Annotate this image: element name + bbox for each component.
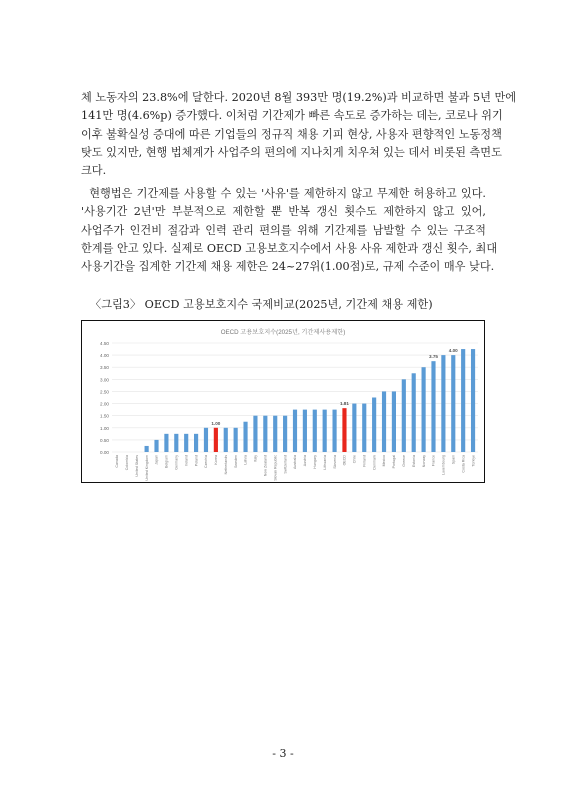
figure-caption: 〈그림3〉 OECD 고용보호지수 국제비교(2025년, 기간제 채용 제한) (90, 298, 433, 311)
text-line: 141만 명(4.6%p) 증가했다. 이처럼 기간제가 빠른 속도로 증가하는 데는, 코로나 위기 (81, 109, 503, 123)
bar-sweden (234, 428, 238, 452)
y-tick-label: 2.00 (100, 401, 109, 407)
x-tick-label: Chile (352, 455, 357, 464)
x-tick-label: Portugal (392, 455, 397, 469)
x-tick-label: Slovak Republic (273, 455, 278, 481)
bar-japan (154, 440, 158, 452)
x-tick-label: Finland (362, 455, 367, 467)
x-tick-label: Italy (253, 455, 258, 462)
bar-denmark (372, 398, 376, 453)
bar-france (431, 361, 435, 452)
data-label: 3.75 (429, 354, 438, 360)
x-tick-label: Greece (402, 455, 407, 467)
bar-chile (352, 404, 356, 452)
bar-mexico (382, 391, 386, 452)
data-label: 1.00 (211, 420, 221, 426)
x-tick-label: Slovenia (332, 455, 337, 469)
x-tick-label: Poland (194, 455, 199, 467)
x-tick-label: Denmark (372, 455, 377, 470)
text-line: '사용기간 2년'만 부분적으로 제한할 뿐 반복 갱신 횟수도 제한하지 않고 있어, (81, 205, 486, 219)
x-tick-label: Austria (303, 455, 308, 467)
x-tick-label: Spain (451, 455, 456, 465)
bar-germany (174, 434, 178, 452)
x-tick-label: Australia (293, 455, 298, 469)
x-tick-label: France (431, 455, 436, 467)
bar-australia (293, 410, 297, 452)
page-number: - 3 - (272, 747, 294, 760)
x-tick-label: Colombia (125, 455, 130, 471)
y-tick-label: 4.00 (100, 353, 109, 359)
x-tick-label: Sweden (233, 455, 238, 468)
bar-lithuania (323, 410, 327, 452)
y-tick-label: 0.50 (100, 437, 109, 443)
x-tick-label: United States (134, 455, 139, 477)
bar-new-zealand (263, 416, 267, 452)
text-line: 한계를 안고 있다. 실제로 OECD 고용보호지수에서 사용 사유 제한과 갱신 횟수, 최대 (81, 241, 498, 255)
bar-united-kingdom (145, 446, 149, 452)
x-tick-label: Costa Rica (461, 455, 466, 473)
bar-czechia (204, 428, 208, 452)
x-tick-label: Estonia (411, 455, 416, 467)
y-tick-label: 2.50 (100, 389, 109, 395)
x-tick-label: Korea (214, 455, 219, 465)
paragraph-1 (81, 89, 517, 180)
x-tick-label: Lithuania (322, 455, 327, 470)
y-tick-label: 1.00 (100, 425, 109, 431)
bar-switzerland (283, 416, 287, 452)
paragraph-2 (81, 185, 498, 276)
x-tick-label: Switzerland (283, 455, 288, 474)
x-tick-label: Luxembourg (441, 455, 446, 475)
bar-oecd (342, 408, 346, 452)
bar-spain (451, 355, 455, 452)
x-tick-label: OECD (342, 455, 347, 466)
employment-protection-bar-chart (82, 321, 484, 482)
x-tick-label: Ireland (184, 455, 189, 466)
x-tick-label: Belgium (164, 455, 169, 468)
bar-greece (402, 379, 406, 452)
y-tick-label: 3.00 (100, 377, 109, 383)
x-tick-label: Mexico (382, 455, 387, 467)
bar-austria (303, 410, 307, 452)
text-line: 체 노동자의 23.8%에 달한다. 2020년 8월 393만 명(19.2%)과 비교하면 불과 5년 만에 (81, 91, 517, 104)
bar-finland (362, 404, 366, 452)
bar-slovak-republic (273, 416, 277, 452)
x-tick-label: New Zealand (263, 455, 268, 477)
bar-slovenia (332, 410, 336, 452)
text-line: 탓도 있지만, 현행 법체계가 사업주의 편의에 지나치게 치우쳐 있는 데서 비롯된 측면도 (81, 145, 502, 159)
x-tick-label: Germany (174, 455, 179, 470)
bar-poland (194, 434, 198, 452)
text-line: 이후 불확실성 증대에 따른 기업들의 정규직 채용 기피 현상, 사용자 편향적인 노동정책 (81, 127, 502, 141)
bar-belgium (164, 434, 168, 452)
x-tick-label: Czechia (204, 455, 209, 468)
bar-luxembourg (441, 355, 445, 452)
bar-t-rkiye (471, 349, 475, 452)
bar-portugal (392, 391, 396, 452)
figure-chart-frame (81, 320, 485, 483)
text-line: 현행법은 기간제를 사용할 수 있는 '사유'를 제한하지 않고 무제한 허용하고 있다. (81, 187, 486, 200)
x-tick-label: Latvia (243, 455, 248, 465)
data-label: 1.81 (339, 401, 349, 407)
bar-costa-rica (461, 349, 465, 452)
x-tick-label: Türkiye (471, 455, 476, 467)
text-line: 사업주가 인건비 절감과 인력 관리 편의를 위해 기간제를 남발할 수 있는 구조적 (81, 223, 486, 237)
x-tick-label: Canada (115, 455, 120, 468)
bar-netherlands (224, 428, 228, 452)
x-tick-label: Hungary (312, 455, 317, 469)
x-tick-label: Netherlands (223, 455, 228, 475)
bar-ireland (184, 434, 188, 452)
bar-italy (253, 416, 257, 452)
bar-norway (422, 367, 426, 452)
data-label: 4.00 (448, 348, 458, 354)
y-tick-label: 1.50 (100, 413, 109, 419)
x-tick-label: Norway (421, 455, 426, 468)
bar-hungary (313, 410, 317, 452)
y-tick-label: 3.50 (100, 365, 109, 371)
bar-korea (214, 428, 218, 452)
x-tick-label: Japan (154, 455, 159, 465)
text-line: 크다. (81, 164, 107, 178)
chart-title: OECD 고용보호지수(2025년, 기간제사용제한) (220, 329, 346, 336)
x-tick-label: United Kingdom (144, 455, 149, 481)
y-tick-label: 4.50 (100, 341, 109, 346)
y-tick-label: 0.00 (100, 450, 109, 455)
bar-estonia (412, 373, 416, 452)
text-line: 사용기간을 집계한 기간제 채용 제한은 24~27위(1.00점)로, 규제 수준이 매우 낮다. (81, 260, 495, 274)
bar-latvia (243, 422, 247, 452)
